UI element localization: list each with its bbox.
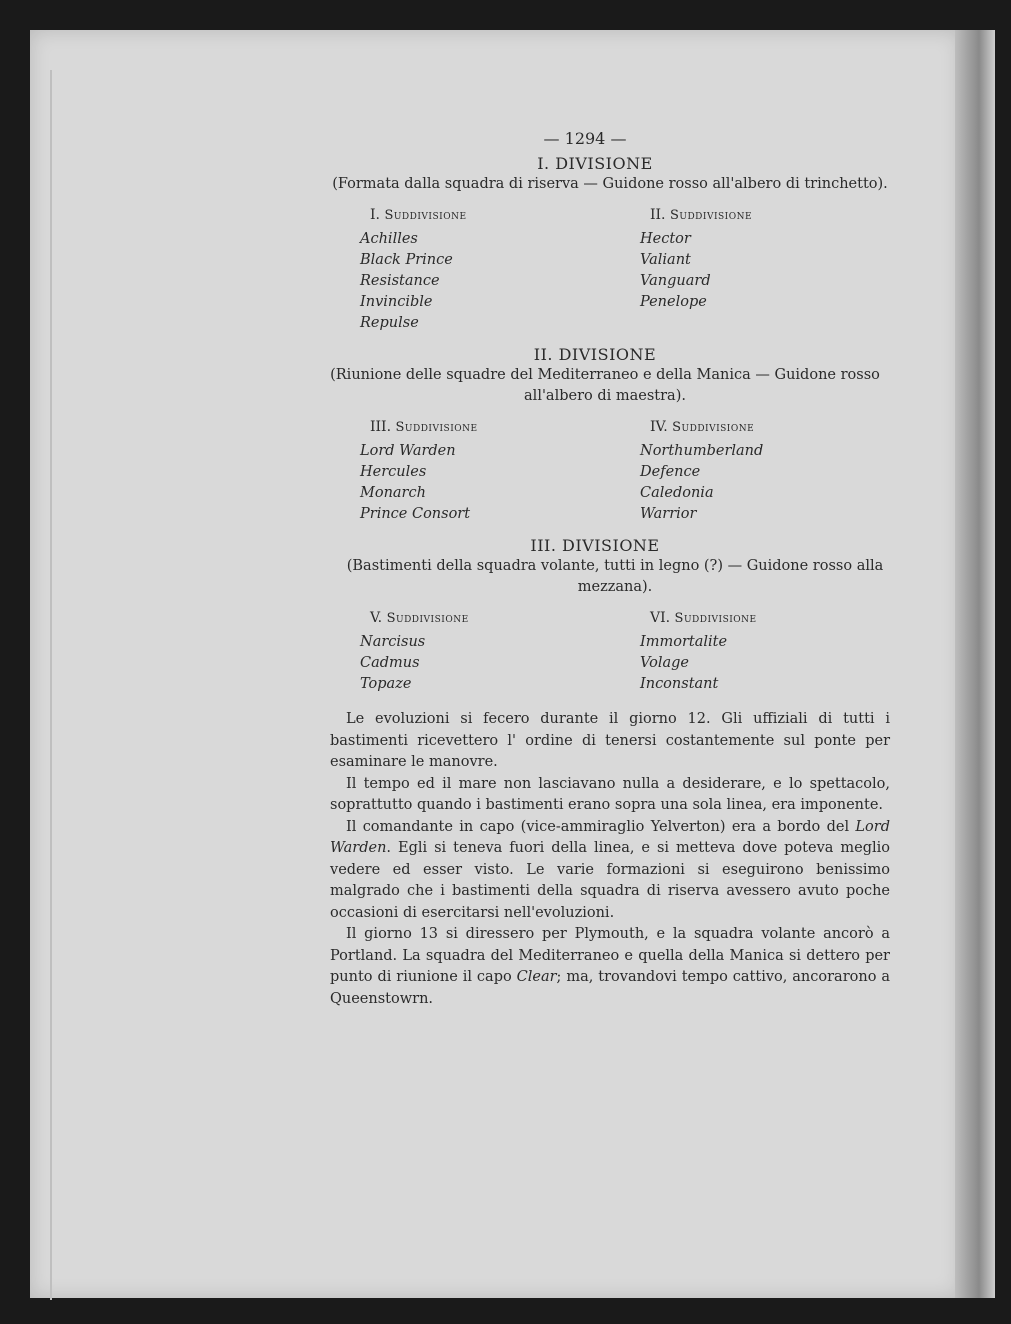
ship-name: Invincible: [360, 294, 433, 310]
subdivision-column: [610, 417, 890, 525]
subdivision-heading: [330, 205, 610, 226]
subdivision-column: [330, 205, 610, 334]
subdivision-numeral: II.: [650, 207, 666, 223]
subdivision-grid: [330, 608, 890, 695]
subdivision-grid: [330, 205, 890, 334]
subdivision-numeral: I.: [370, 207, 380, 223]
ship-name: Prince Consort: [360, 506, 471, 522]
ship-name: Narcisus: [360, 634, 426, 650]
subdivision-heading: [330, 608, 610, 629]
division-block: [330, 535, 890, 695]
subdivision-label: Suddivisione: [674, 611, 757, 626]
subdivision-heading: [330, 417, 610, 438]
subdivision-grid: [330, 417, 890, 525]
subdivision-label: Suddivisione: [386, 611, 469, 626]
subdivision-heading: [610, 608, 890, 629]
paragraph: [330, 924, 890, 1010]
ship-name: Hercules: [360, 464, 427, 480]
subdivision-numeral: IV.: [650, 419, 668, 435]
ship-name: Topaze: [360, 676, 412, 692]
ship-name: Volage: [640, 655, 690, 671]
ship-name: Immortalite: [640, 634, 728, 650]
subdivision-column: [610, 205, 890, 334]
division-description: (Riunione delle squadre del Mediterraneo e della Manica — Guidone rosso all'albero di maestra).: [330, 367, 880, 404]
subdivision-column: [610, 608, 890, 695]
text-run: Il giorno 13 si diressero per Plymouth, e la squadra volante ancorò a Portland. La squadra del Mediterraneo e quella della Manica si dettero per punto di riunione il capo: [330, 926, 890, 985]
division-description: (Formata dalla squadra di riserva — Guidone rosso all'albero di trinchetto).: [332, 176, 888, 192]
division-title: I. DIVISIONE: [537, 154, 653, 173]
ship-name: Valiant: [640, 252, 691, 268]
division-block: [330, 153, 890, 334]
ship-reference: Lord Warden: [330, 818, 890, 856]
division-block: [330, 344, 890, 525]
body-text: [330, 709, 890, 1010]
division-title: II. DIVISIONE: [533, 345, 657, 364]
subdivision-label: Suddivisione: [669, 208, 753, 223]
text-run: Il comandante in capo (vice-ammiraglio Yelverton) era a bordo del: [346, 818, 856, 835]
subdivision-label: Suddivisione: [672, 420, 755, 435]
subdivision-column: [330, 417, 610, 525]
paragraph: Il tempo ed il mare non lasciavano nulla a desiderare, e lo spettacolo, soprattutto quando i bastimenti erano sopra una sola linea, era imponente.: [330, 775, 890, 813]
subdivision-numeral: V.: [370, 610, 383, 626]
ship-name: Penelope: [640, 294, 707, 310]
subdivision-numeral: III.: [370, 419, 392, 435]
ship-name: Inconstant: [640, 676, 719, 692]
page-number: — 1294 —: [543, 129, 627, 148]
ship-name: Monarch: [360, 485, 426, 501]
subdivision-heading: [610, 417, 890, 438]
subdivision-label: Suddivisione: [384, 208, 467, 223]
division-title: III. DIVISIONE: [530, 536, 660, 555]
paragraph: [330, 817, 890, 925]
page-edge: [955, 30, 995, 1298]
subdivision-column: [330, 608, 610, 695]
text-run: ; ma, trovandovi tempo cattivo, ancorarono a Queenstowrn.: [330, 969, 890, 1007]
ship-name: Caledonia: [640, 485, 714, 501]
subdivision-heading: [610, 205, 890, 226]
ship-name: Resistance: [360, 273, 440, 289]
page-margin-line: [50, 70, 52, 1300]
ship-name: Repulse: [360, 315, 419, 331]
ship-name: Vanguard: [640, 273, 711, 289]
subdivision-label: Suddivisione: [395, 420, 478, 435]
page-content: [330, 128, 890, 1010]
paragraph: Le evoluzioni si fecero durante il giorno 12. Gli uffiziali di tutti i bastimenti ricevettero l' ordine di tenersi costantemente sul ponte per esaminare le manovre.: [330, 711, 890, 770]
subdivision-numeral: VI.: [650, 610, 671, 626]
ship-name: Northumberland: [640, 443, 764, 459]
ship-name: Lord Warden: [360, 443, 456, 459]
ship-name: Defence: [640, 464, 701, 480]
place-reference: Clear: [516, 969, 557, 985]
ship-name: Cadmus: [360, 655, 420, 671]
ship-name: Warrior: [640, 506, 697, 522]
ship-name: Hector: [640, 231, 691, 247]
text-run: . Egli si teneva fuori della linea, e si metteva dove poteva meglio vedere ed esser visto. Le varie formazioni si eseguirono benissimo malgrado che i bastimenti della squadra di riserva avessero avuto poche occasioni di esercitarsi nell'evoluzioni.: [330, 840, 890, 921]
ship-name: Black Prince: [360, 252, 453, 268]
division-description: (Bastimenti della squadra volante, tutti in legno (?) — Guidone rosso alla mezzana).: [346, 558, 884, 595]
ship-name: Achilles: [360, 231, 418, 247]
